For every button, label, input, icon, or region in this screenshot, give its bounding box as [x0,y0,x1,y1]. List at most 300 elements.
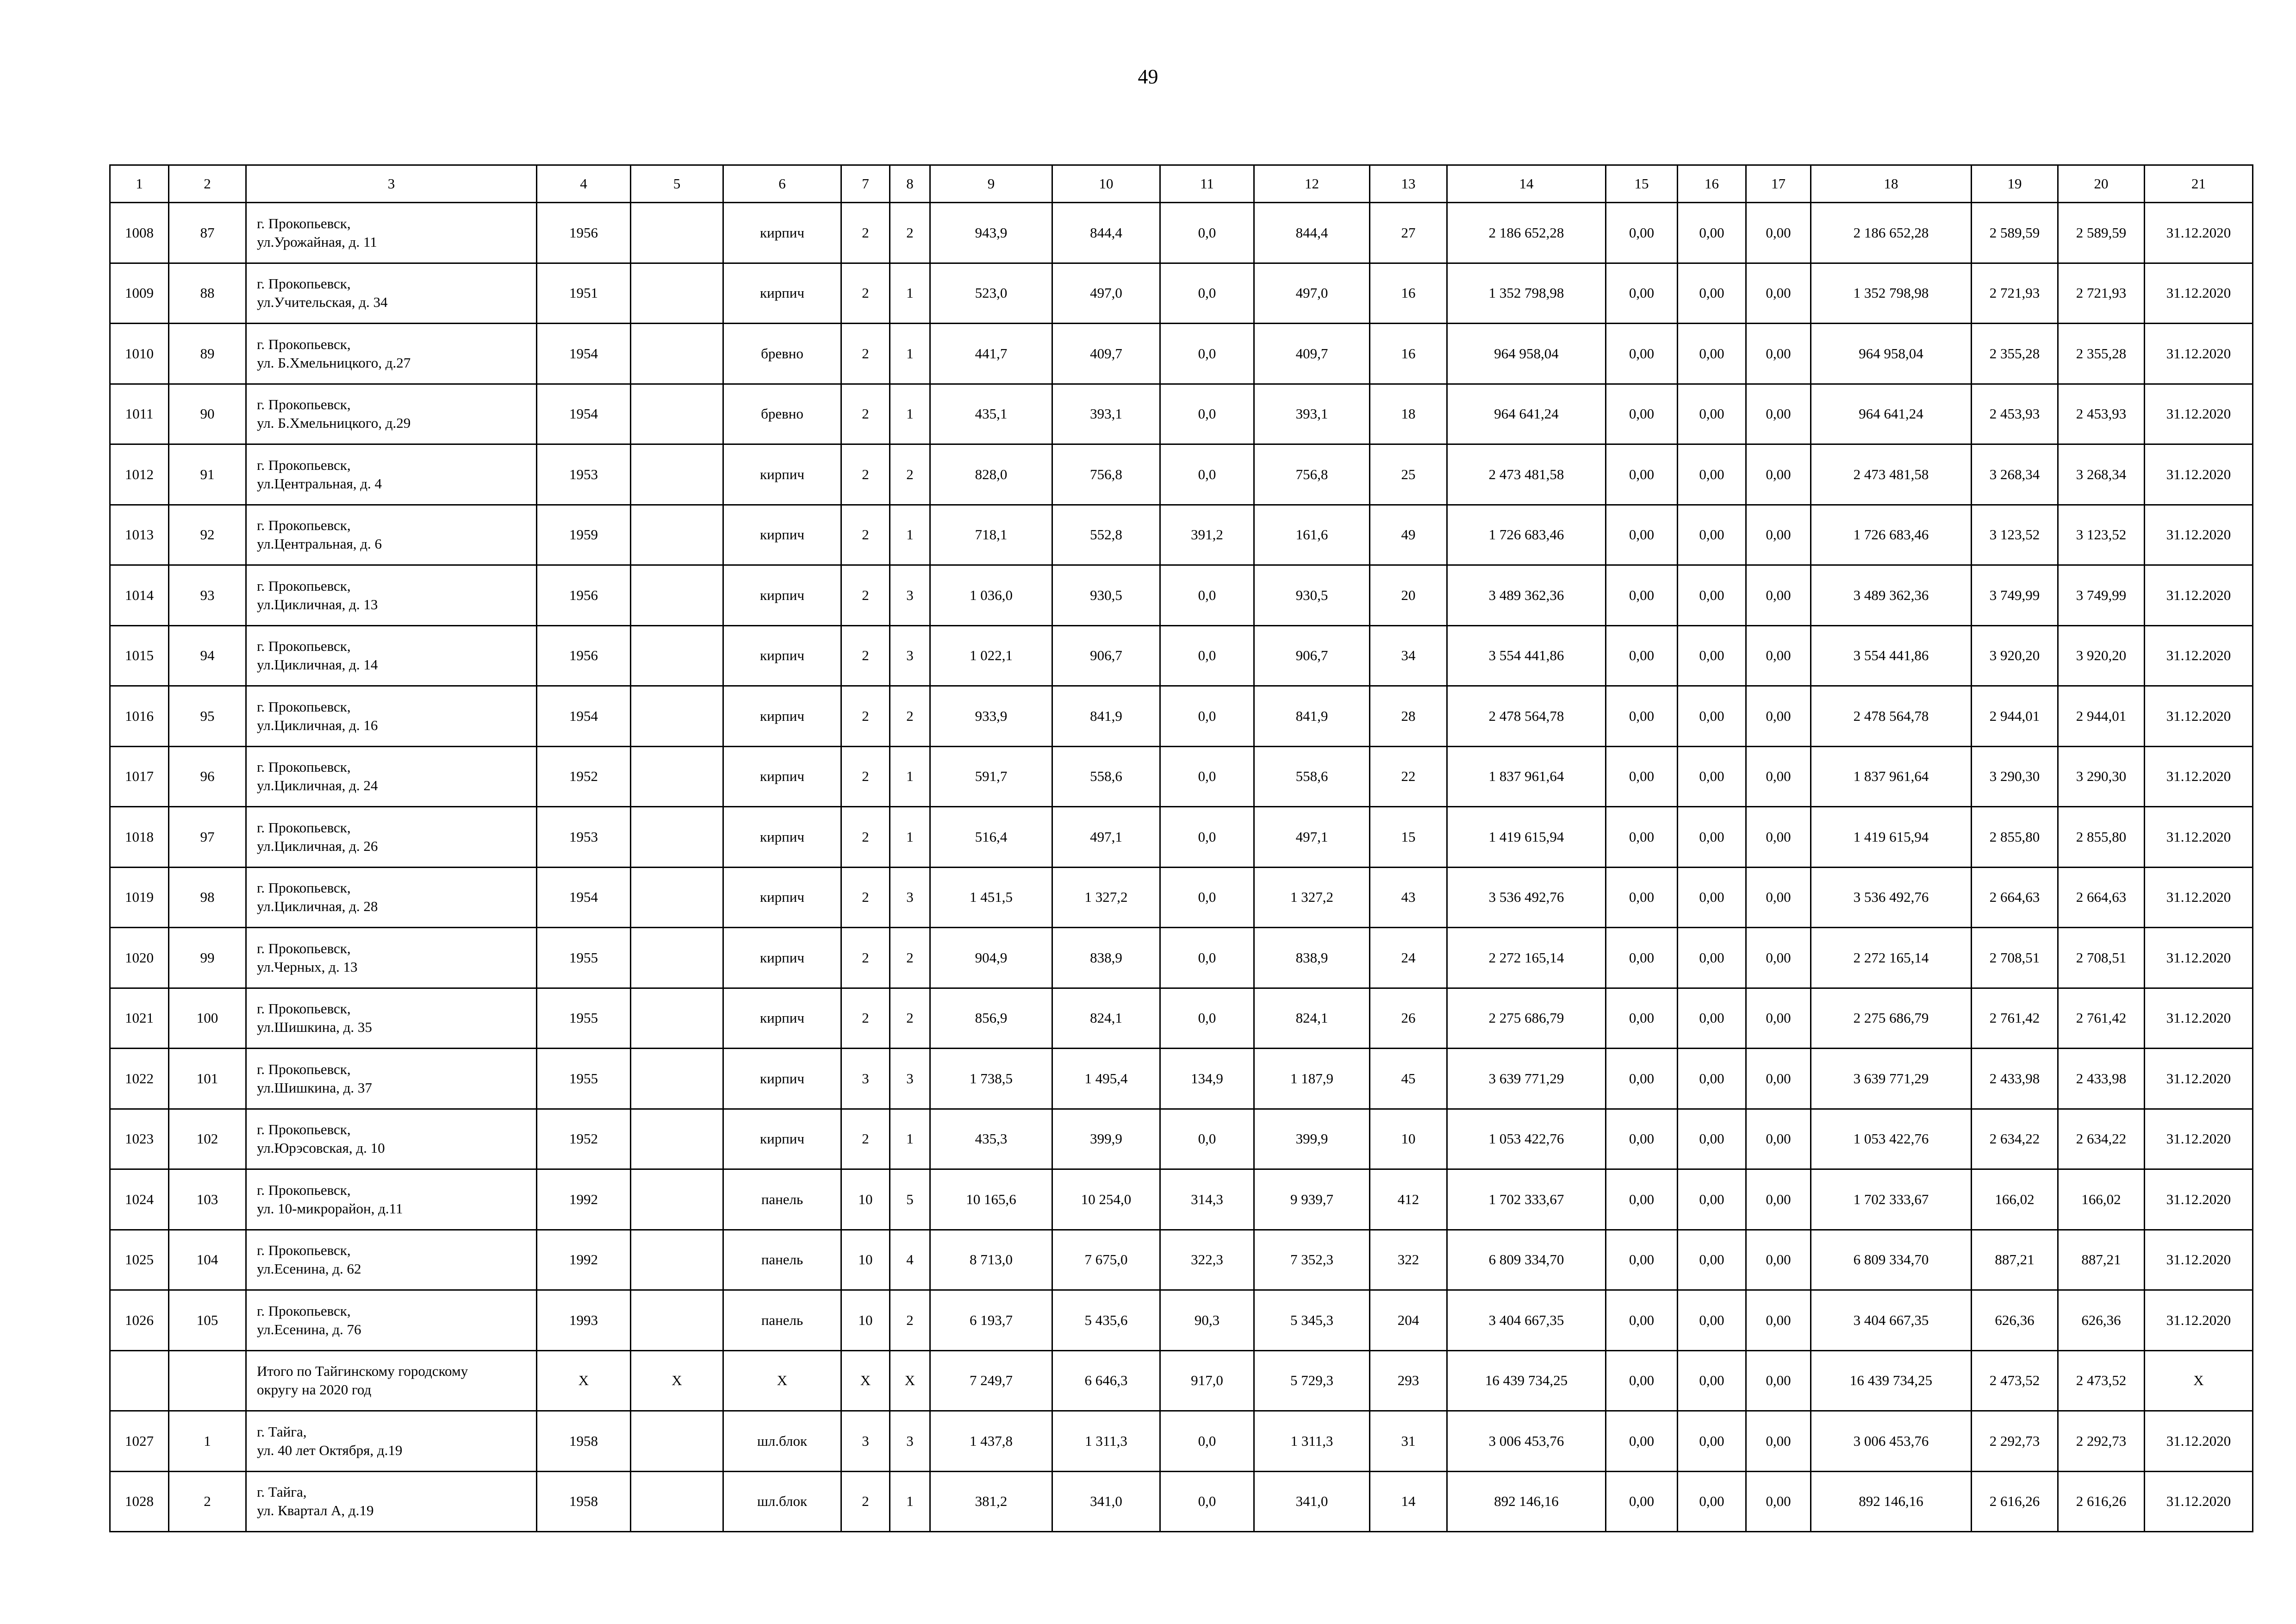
table-cell: 1010 [110,324,169,384]
column-number-cell: 13 [1370,165,1447,203]
table-cell: 1954 [537,324,631,384]
table-cell: 409,7 [1052,324,1160,384]
table-cell: 0,00 [1678,867,1746,928]
table-row [110,505,2253,565]
table-cell: 31.12.2020 [2145,686,2253,747]
table-cell [631,565,723,626]
table-cell: 1 [890,505,930,565]
table-cell: 0,00 [1678,203,1746,263]
address-cell [246,1109,537,1169]
table-cell: 1008 [110,203,169,263]
table-cell: 0,00 [1746,746,1811,807]
address-line: ул.Учительская, д. 34 [257,294,388,311]
table-cell: 1017 [110,746,169,807]
table-row [110,746,2253,807]
table-cell: 2 [841,505,890,565]
address-line: г. Прокопьевск, [257,577,351,594]
table-cell: 1 187,9 [1254,1049,1370,1109]
address-cell [246,1290,537,1351]
table-cell: 2 272 165,14 [1811,928,1972,988]
table-cell [631,1471,723,1532]
address-line: ул.Цикличная, д. 28 [257,898,378,915]
column-number-cell: 18 [1811,165,1972,203]
address-line: г. Прокопьевск, [257,215,351,231]
table-row [110,1109,2253,1169]
table-cell: 887,21 [2058,1230,2145,1290]
table-cell: 31.12.2020 [2145,807,2253,868]
table-cell: кирпич [723,867,841,928]
address-cell [246,867,537,928]
table-cell: 1956 [537,565,631,626]
table-cell: 2 944,01 [1972,686,2058,747]
table-cell: 0,00 [1746,263,1811,324]
table-cell: 2 855,80 [2058,807,2145,868]
table-cell: 3 123,52 [2058,505,2145,565]
table-cell: 0,0 [1160,746,1254,807]
table-cell: 3 006 453,76 [1811,1411,1972,1472]
column-number-cell: 14 [1447,165,1606,203]
table-cell: 31.12.2020 [2145,1411,2253,1472]
table-cell: 31.12.2020 [2145,324,2253,384]
address-cell [246,746,537,807]
table-cell: 0,00 [1746,1230,1811,1290]
address-line: г. Прокопьевск, [257,1242,351,1259]
table-cell: 1952 [537,746,631,807]
table-cell: 0,00 [1606,807,1678,868]
table-cell: 412 [1370,1169,1447,1230]
table-cell: 2 [841,867,890,928]
table-cell: 102 [169,1109,246,1169]
column-number-cell: 10 [1052,165,1160,203]
table-cell: 1016 [110,686,169,747]
table-cell: 1958 [537,1411,631,1472]
table-cell: 0,00 [1678,1109,1746,1169]
table-cell: 0,00 [1678,263,1746,324]
table-cell: 0,00 [1606,867,1678,928]
table-cell: 134,9 [1160,1049,1254,1109]
address-cell [246,1471,537,1532]
table-cell: 906,7 [1052,625,1160,686]
table-cell: 2 589,59 [1972,203,2058,263]
table-cell: 2 664,63 [1972,867,2058,928]
column-number-cell: 17 [1746,165,1811,203]
table-cell: 16 [1370,324,1447,384]
column-number-cell: 5 [631,165,723,203]
table-cell: 1953 [537,444,631,505]
address-line: ул. 10-микрорайон, д.11 [257,1200,403,1217]
table-cell: 1028 [110,1471,169,1532]
table-cell: 391,2 [1160,505,1254,565]
address-cell [246,1350,537,1411]
table-cell [631,625,723,686]
table-cell: 1018 [110,807,169,868]
address-line: ул.Цикличная, д. 26 [257,837,378,854]
table-cell: 516,4 [930,807,1052,868]
table-cell: 10 [1370,1109,1447,1169]
table-cell: 824,1 [1254,988,1370,1049]
table-cell: 1 [890,384,930,444]
table-cell: 1 053 422,76 [1811,1109,1972,1169]
table-cell: 1020 [110,928,169,988]
table-cell: 1 419 615,94 [1811,807,1972,868]
table-cell: 1014 [110,565,169,626]
table-cell: 24 [1370,928,1447,988]
table-cell: 3 920,20 [1972,625,2058,686]
address-cell [246,444,537,505]
table-cell: 1 022,1 [930,625,1052,686]
table-cell: 0,00 [1606,625,1678,686]
address-line: г. Прокопьевск, [257,336,351,352]
table-cell: 0,00 [1746,505,1811,565]
address-line: г. Тайга, [257,1423,307,1440]
table-cell: 2 478 564,78 [1811,686,1972,747]
table-cell: 293 [1370,1350,1447,1411]
table-cell: 0,00 [1678,686,1746,747]
table-cell: 0,00 [1746,1049,1811,1109]
table-cell: 6 646,3 [1052,1350,1160,1411]
address-line: ул. Б.Хмельницкого, д.29 [257,415,411,431]
column-number-cell: 9 [930,165,1052,203]
table-cell: 0,0 [1160,565,1254,626]
table-cell: 0,00 [1678,746,1746,807]
table-cell: 1021 [110,988,169,1049]
table-cell: 31.12.2020 [2145,988,2253,1049]
table-cell: 27 [1370,203,1447,263]
table-cell: 0,00 [1678,1230,1746,1290]
address-cell [246,324,537,384]
address-line: ул. 40 лет Октября, д.19 [257,1442,403,1458]
table-cell: 497,1 [1254,807,1370,868]
address-line: ул.Центральная, д. 4 [257,475,382,492]
table-cell: 2 433,98 [1972,1049,2058,1109]
table-cell: 1 352 798,98 [1447,263,1606,324]
address-line: г. Прокопьевск, [257,759,351,775]
table-cell: 2 [841,384,890,444]
table-cell: 1958 [537,1471,631,1532]
table-cell: 1 702 333,67 [1447,1169,1606,1230]
address-line: г. Прокопьевск, [257,880,351,896]
table-cell: 0,0 [1160,1471,1254,1532]
table-cell: 166,02 [1972,1169,2058,1230]
table-cell: 2 [841,746,890,807]
address-line: г. Прокопьевск, [257,396,351,413]
table-cell: 105 [169,1290,246,1351]
table-cell: 43 [1370,867,1447,928]
table-cell: 3 536 492,76 [1447,867,1606,928]
table-cell: 2 761,42 [2058,988,2145,1049]
table-cell: 917,0 [1160,1350,1254,1411]
column-number-cell: 1 [110,165,169,203]
table-cell: 887,21 [1972,1230,2058,1290]
table-cell [631,263,723,324]
table-cell: 626,36 [2058,1290,2145,1351]
table-cell: 31.12.2020 [2145,1230,2253,1290]
address-cell [246,1169,537,1230]
table-cell: 1019 [110,867,169,928]
table-cell: 49 [1370,505,1447,565]
table-cell: 3 [890,565,930,626]
column-number-cell: 2 [169,165,246,203]
table-cell: 25 [1370,444,1447,505]
table-cell: 0,00 [1606,1290,1678,1351]
table-cell: 0,00 [1606,203,1678,263]
table-cell: 0,00 [1678,565,1746,626]
table-row [110,1049,2253,1109]
table-cell: 6 193,7 [930,1290,1052,1351]
table-row [110,867,2253,928]
table-cell: 943,9 [930,203,1052,263]
table-cell: 0,00 [1746,1411,1811,1472]
table-cell: 1 [890,1471,930,1532]
table-cell: 0,00 [1678,928,1746,988]
table-cell: 45 [1370,1049,1447,1109]
address-line: ул.Есенина, д. 76 [257,1321,361,1337]
table-cell: 0,00 [1606,1109,1678,1169]
table-cell: 91 [169,444,246,505]
table-cell: 1 036,0 [930,565,1052,626]
table-cell: 96 [169,746,246,807]
address-line: ул.Черных, д. 13 [257,958,358,975]
table-cell: кирпич [723,565,841,626]
address-line: г. Прокопьевск, [257,1121,351,1138]
table-cell: 497,0 [1254,263,1370,324]
table-cell: 0,0 [1160,324,1254,384]
table-cell: 0,0 [1160,686,1254,747]
table-cell: 930,5 [1254,565,1370,626]
table-row [110,444,2253,505]
table-cell [631,928,723,988]
table-cell: 381,2 [930,1471,1052,1532]
table-cell: 94 [169,625,246,686]
table-cell: 3 [841,1049,890,1109]
table-cell [631,505,723,565]
table-cell: 3 290,30 [2058,746,2145,807]
table-cell: 10 165,6 [930,1169,1052,1230]
table-cell: бревно [723,324,841,384]
table-cell: кирпич [723,505,841,565]
table-cell: 0,00 [1678,1290,1746,1351]
table-cell: 2 [890,1290,930,1351]
table-cell: 5 [890,1169,930,1230]
table-cell: кирпич [723,988,841,1049]
table-cell: 6 809 334,70 [1447,1230,1606,1290]
table-cell: 0,0 [1160,1109,1254,1169]
table-cell: 22 [1370,746,1447,807]
table-cell: 31.12.2020 [2145,384,2253,444]
table-cell: 1 [890,1109,930,1169]
table-cell: 0,00 [1746,1350,1811,1411]
address-line: ул.Цикличная, д. 24 [257,777,378,794]
table-cell: 0,00 [1678,625,1746,686]
table-cell: 0,00 [1606,263,1678,324]
table-cell: 7 352,3 [1254,1230,1370,1290]
table-cell: 2 708,51 [2058,928,2145,988]
table-cell: 1 352 798,98 [1811,263,1972,324]
address-cell [246,1411,537,1472]
table-cell: 31.12.2020 [2145,625,2253,686]
table-cell: 0,00 [1746,1169,1811,1230]
table-cell: X [841,1350,890,1411]
table-cell: 1026 [110,1290,169,1351]
table-cell: 2 634,22 [2058,1109,2145,1169]
table-cell: 31.12.2020 [2145,1290,2253,1351]
table-cell [631,746,723,807]
table-cell: 89 [169,324,246,384]
table-cell [631,324,723,384]
table-cell: 3 489 362,36 [1811,565,1972,626]
table-cell: 2 [841,625,890,686]
table-cell: 34 [1370,625,1447,686]
table-cell: 756,8 [1052,444,1160,505]
table-cell: 104 [169,1230,246,1290]
table-cell: 2 [841,686,890,747]
column-number-cell: 21 [2145,165,2253,203]
table-cell: 906,7 [1254,625,1370,686]
table-cell: 1012 [110,444,169,505]
table-cell: 0,00 [1606,1230,1678,1290]
table-total-row [110,1350,2253,1411]
table-cell: 0,0 [1160,988,1254,1049]
table-cell: 93 [169,565,246,626]
table-cell: кирпич [723,928,841,988]
page-number: 49 [1138,65,1158,88]
table-cell: 0,0 [1160,203,1254,263]
table-cell: 6 809 334,70 [1811,1230,1972,1290]
table-cell: 558,6 [1254,746,1370,807]
table-cell: 90,3 [1160,1290,1254,1351]
table-cell: 1955 [537,928,631,988]
table-cell [631,686,723,747]
column-number-cell: 8 [890,165,930,203]
table-cell: 0,00 [1606,686,1678,747]
table-cell: 718,1 [930,505,1052,565]
table-cell: 1 327,2 [1254,867,1370,928]
column-number-cell: 19 [1972,165,2058,203]
table-cell: 1956 [537,203,631,263]
table-cell [631,203,723,263]
table-cell: 0,0 [1160,1411,1254,1472]
table-cell: 31.12.2020 [2145,444,2253,505]
table-cell: 10 [841,1169,890,1230]
table-cell: 97 [169,807,246,868]
table-cell: 930,5 [1052,565,1160,626]
table-cell: 838,9 [1254,928,1370,988]
table-cell: 0,0 [1160,263,1254,324]
table-cell: 3 404 667,35 [1447,1290,1606,1351]
table-cell: 0,00 [1678,1350,1746,1411]
table-cell: 31 [1370,1411,1447,1472]
table-cell: 2 [841,565,890,626]
table-cell: 2 [841,1471,890,1532]
table-cell: 1011 [110,384,169,444]
table-cell: 31.12.2020 [2145,263,2253,324]
table-cell: 0,00 [1678,444,1746,505]
table-cell: 3 639 771,29 [1447,1049,1606,1109]
table-cell: 90 [169,384,246,444]
table-cell: 552,8 [1052,505,1160,565]
table-cell: 2 433,98 [2058,1049,2145,1109]
table-cell: 204 [1370,1290,1447,1351]
table-cell: 0,00 [1746,324,1811,384]
table-cell: 0,00 [1746,1290,1811,1351]
table-cell: 10 [841,1230,890,1290]
table-cell: 1 053 422,76 [1447,1109,1606,1169]
table-cell: 2 721,93 [1972,263,2058,324]
table-cell: 1 738,5 [930,1049,1052,1109]
table-cell: 101 [169,1049,246,1109]
table-cell: 2 453,93 [2058,384,2145,444]
table-cell: 2 [841,988,890,1049]
column-number-cell: 4 [537,165,631,203]
table-cell: 0,00 [1678,384,1746,444]
table-cell: 1 [169,1411,246,1472]
table-cell: 8 713,0 [930,1230,1052,1290]
table-row [110,988,2253,1049]
table-cell: 2 473,52 [1972,1350,2058,1411]
address-cell [246,505,537,565]
table-cell: 0,00 [1746,867,1811,928]
table-cell: 322 [1370,1230,1447,1290]
table-cell: 0,00 [1746,203,1811,263]
table-cell: 2 [841,263,890,324]
table-cell: 1 837 961,64 [1811,746,1972,807]
table-cell: 0,0 [1160,807,1254,868]
table-cell: 2 355,28 [1972,324,2058,384]
table-cell: 31.12.2020 [2145,1049,2253,1109]
table-cell: 98 [169,867,246,928]
table-cell: 31.12.2020 [2145,565,2253,626]
table-cell: 1023 [110,1109,169,1169]
table-cell: 0,00 [1606,444,1678,505]
address-line: ул.Шишкина, д. 35 [257,1019,372,1036]
column-number-cell: 7 [841,165,890,203]
address-line: ул. Б.Хмельницкого, д.27 [257,354,411,371]
table-cell: 1024 [110,1169,169,1230]
table-cell: 964 641,24 [1447,384,1606,444]
table-cell: 1 419 615,94 [1447,807,1606,868]
table-body [110,165,2253,1532]
table-cell: 1 [890,746,930,807]
table-cell: 1 311,3 [1254,1411,1370,1472]
table-cell: 3 920,20 [2058,625,2145,686]
table-cell: 2 478 564,78 [1447,686,1606,747]
table-cell: кирпич [723,444,841,505]
address-line: округу на 2020 год [257,1381,372,1398]
table-cell: 892 146,16 [1811,1471,1972,1532]
table-cell: 892 146,16 [1447,1471,1606,1532]
housing-registry-table [109,164,2253,1532]
table-cell: X [2145,1350,2253,1411]
address-cell [246,565,537,626]
table-cell: 3 749,99 [2058,565,2145,626]
table-cell: 2 186 652,28 [1447,203,1606,263]
address-cell [246,1049,537,1109]
table-cell: бревно [723,384,841,444]
table-cell: 2 272 165,14 [1447,928,1606,988]
table-cell: 0,00 [1606,1411,1678,1472]
table-cell [631,867,723,928]
table-cell: X [723,1350,841,1411]
table-cell: 0,00 [1606,1471,1678,1532]
column-number-cell: 15 [1606,165,1678,203]
table-cell: 0,00 [1746,625,1811,686]
address-line: г. Прокопьевск, [257,275,351,292]
table-cell: 10 254,0 [1052,1169,1160,1230]
table-cell: 2 453,93 [1972,384,2058,444]
table-cell: 844,4 [1052,203,1160,263]
table-row [110,384,2253,444]
table-cell: 2 [841,203,890,263]
